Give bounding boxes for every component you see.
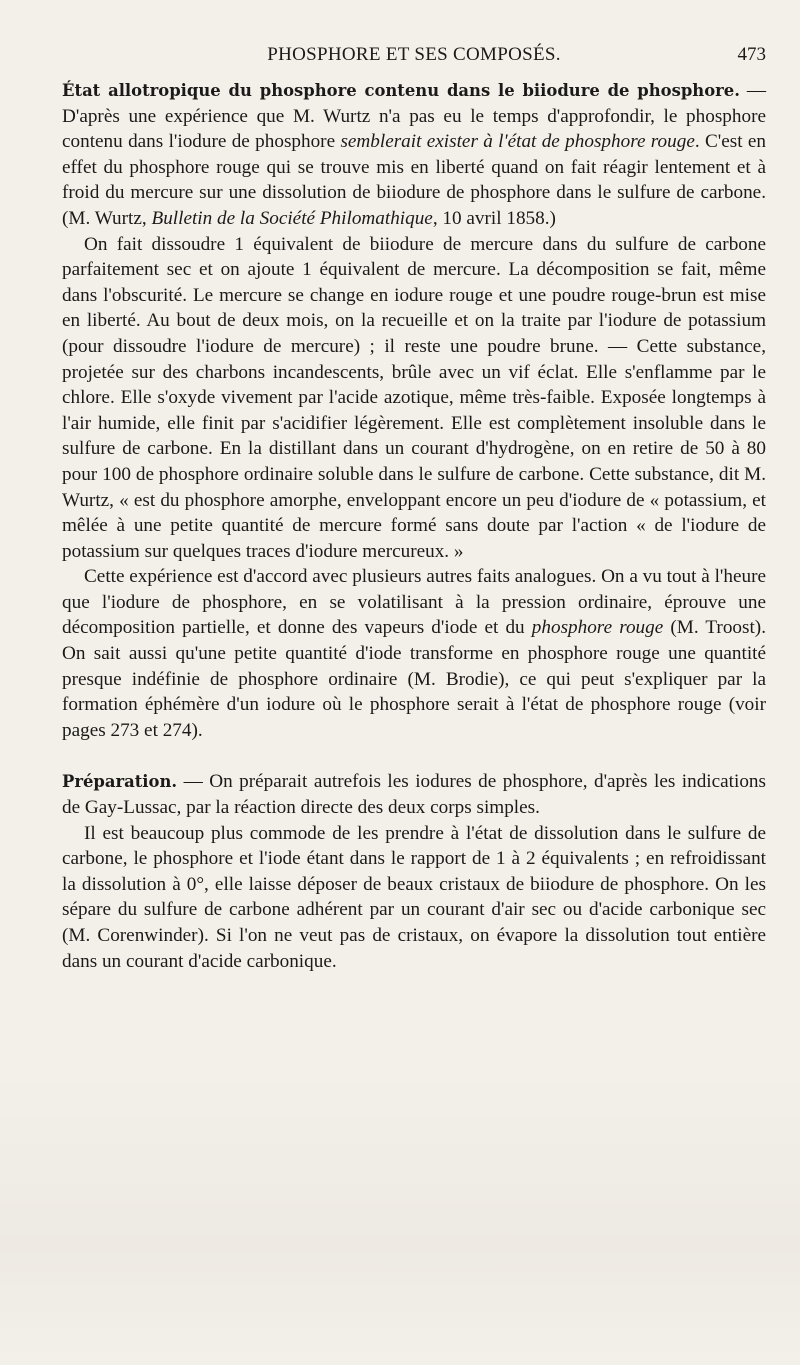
- paragraph-text: — D'après une expérience que M. Wurtz n'a pas eu le temps d'approfondir, le phosphore contenu dans l'iodure de phosphore: [62, 80, 767, 153]
- paragraph-text: Cette expérience est d'accord avec plusieurs autres faits analogues. On a vu tout à l'heure que l'iodure de phosphore, en se volatilisant à la pression ordinaire, éprouve une décomposition partielle, et donne des vapeurs d'iode et du: [62, 566, 766, 639]
- paragraph-text: — On préparait autrefois les iodures de phosphore, d'après les indications de Gay-Lussac, par la réaction directe des deux corps simples.: [62, 771, 766, 819]
- running-title: PHOSPHORE ET SES COMPOSÉS.: [267, 44, 561, 65]
- paragraph-preparation: [62, 769, 766, 820]
- paragraph-text: , 10 avril 1858.): [432, 207, 556, 229]
- paragraph-preparation-method: Il est beaucoup plus commode de les prendre à l'état de dissolution dans le sulfure de carbone, le phosphore et l'iode étant dans le rapport de 1 à 2 équivalents ; en refroidissant la dissolution à 0°, elle laisse déposer de beaux cristaux de biiodure de phosphore. On les sépare du sulfure de carbone adhérent par un courant d'air sec ou d'acide carbonique sec (M. Corenwinder). Si l'on ne veut pas de cristaux, on évapore la dissolution tout entière dans un courant d'acide carbonique.: [62, 822, 766, 972]
- section-heading-preparation: Préparation.: [62, 772, 178, 792]
- paragraph-text: (M. Troost). On sait aussi qu'une petite quantité d'iode transforme en phosphore rouge une quantité presque indéfinie de phosphore ordinaire (M. Brodie), ce qui peut s'expliquer par la formation éphémère d'un iodure où le phosphore serait à l'état de phosphore rouge (voir pages 273 et 274).: [62, 617, 766, 741]
- section-spacer: [62, 743, 766, 769]
- paragraph-text: . C'est en effet du phosphore rouge qui se trouve mis en liberté quand on fait réagir lentement et à froid du mercure sur une dissolution de biiodure de phosphore dans le sulfure de carbone. (M. Wurtz,: [62, 131, 767, 229]
- italic-text: semblerait exister à l'état de phosphore rouge: [340, 131, 695, 153]
- page-number: 473: [737, 44, 766, 65]
- body-text: [62, 78, 766, 974]
- show-through-area: [0, 1065, 800, 1365]
- italic-text: phosphore rouge: [531, 617, 664, 639]
- paragraph-analogous-facts: [62, 564, 766, 743]
- paragraph-experiment: On fait dissoudre 1 équivalent de biiodure de mercure dans du sulfure de carbone parfaitement sec et on ajoute 1 équivalent de mercure. La décomposition se fait, même dans l'obscurité. Le mercure se change en iodure rouge et une poudre rouge-brun est mise en liberté. Au bout de deux mois, on la recueille et on la traite par l'iodure de potassium (pour dissoudre l'iodure de mercure) ; il reste une poudre brune. — Cette substance, projetée sur des charbons incandescents, brûle avec un vif éclat. Elle s'enflamme par le chlore. Elle s'oxyde vivement par l'acide azotique, même très-faible. Exposée longtemps à l'air humide, elle finit par s'acidifier légèrement. Elle est complètement insoluble dans le sulfure de carbone. En la distillant dans un courant d'hydrogène, on en retire de 50 à 80 pour 100 de phosphore ordinaire soluble dans le sulfure de carbone. Cette substance, dit M. Wurtz, « est du phosphore amorphe, enveloppant encore un peu d'iodure de « potassium, et mêlée à une petite quantité de mercure formé sans doute par l'action « de l'iodure de potassium sur quelques traces d'iodure mercureux. »: [62, 233, 766, 562]
- running-head: [62, 44, 766, 74]
- paragraph-allotropic-state: [62, 78, 766, 232]
- citation-title: Bulletin de la Société Philomathique: [151, 207, 433, 229]
- section-heading-allotropic-state: État allotropique du phosphore contenu dans le biiodure de phosphore.: [62, 81, 740, 100]
